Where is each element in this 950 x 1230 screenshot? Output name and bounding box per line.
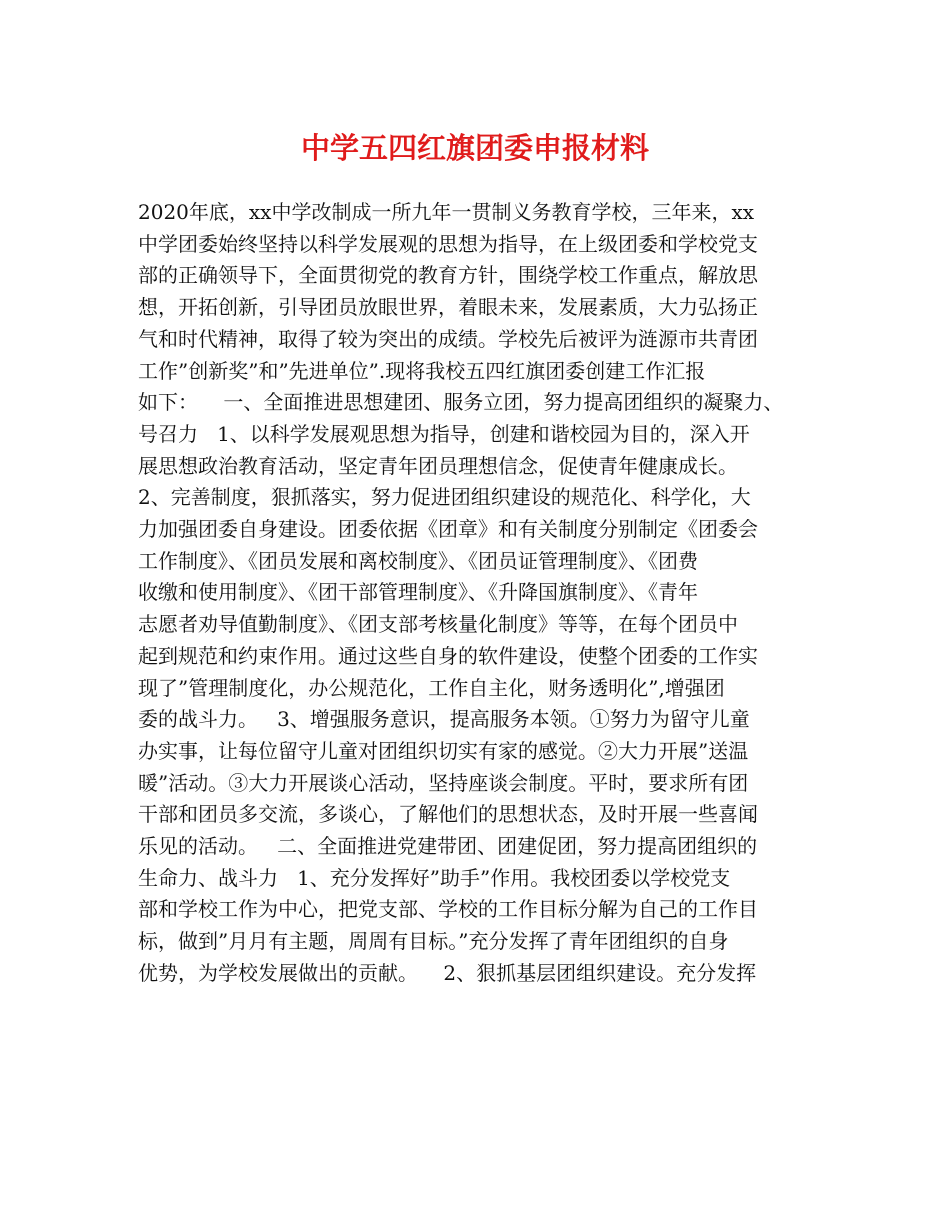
- body-line: 收缴和使用制度》、《团干部管理制度》、《升降国旗制度》、《青年: [138, 580, 698, 605]
- body-line: 起到规范和约束作用。通过这些自身的软件建设，使整个团委的工作实: [138, 643, 758, 668]
- body-line: 标，做到”月月有主题，周周有目标。”充分发挥了青年团组织的自身: [138, 929, 729, 954]
- body-line: 气和时代精神，取得了较为突出的成绩。学校先后被评为涟源市共青团: [138, 326, 758, 351]
- body-line: 力加强团委自身建设。团委依据《团章》和有关制度分别制定《团委会: [138, 517, 758, 542]
- document-title: 中学五四红旗团委申报材料: [300, 131, 649, 165]
- body-line: 部和学校工作为中心，把党支部、学校的工作目标分解为自己的工作目: [138, 897, 758, 922]
- body-line: 想，开拓创新，引导团员放眼世界，着眼未来，发展素质，大力弘扬正: [138, 295, 758, 320]
- body-line: 办实事，让每位留守儿童对团组织切实有家的感觉。②大力开展”送温: [138, 738, 749, 763]
- document-body: [138, 197, 818, 990]
- body-line: 2020年底，xx中学改制成一所九年一贯制义务教育学校，三年来，xx: [138, 200, 755, 224]
- body-line: 乐见的活动。 二、全面推进党建带团、团建促团，努力提高团组织的: [138, 834, 758, 859]
- body-line: 展思想政治教育活动，坚定青年团员理想信念，促使青年健康成长。: [138, 453, 738, 478]
- body-line: 工作”创新奖”和”先进单位”.现将我校五四红旗团委创建工作汇报: [138, 358, 706, 383]
- body-line: 现了”管理制度化，办公规范化，工作自主化，财务透明化”,增强团: [138, 675, 725, 700]
- body-line: 中学团委始终坚持以科学发展观的思想为指导，在上级团委和学校党支: [138, 231, 758, 256]
- body-line: 志愿者劝导值勤制度》、《团支部考核量化制度》等等，在每个团员中: [138, 612, 738, 637]
- body-line: 部的正确领导下，全面贯彻党的教育方针，围绕学校工作重点，解放思: [138, 263, 758, 288]
- body-line: 号召力 1、以科学发展观思想为指导，创建和谐校园为目的，深入开: [138, 421, 750, 446]
- body-line: 委的战斗力。 3、增强服务意识，提高服务本领。①努力为留守儿童: [138, 707, 750, 732]
- body-line: 干部和团员多交流，多谈心，了解他们的思想状态，及时开展一些喜闻: [138, 802, 758, 827]
- body-line: 工作制度》、《团员发展和离校制度》、《团员证管理制度》、《团费: [138, 548, 698, 573]
- body-line: 优势，为学校发展做出的贡献。 2、狠抓基层团组织建设。充分发挥: [138, 960, 757, 985]
- body-line: 2、完善制度，狠抓落实，努力促进团组织建设的规范化、科学化，大: [138, 485, 751, 510]
- body-line: 如下： 一、全面推进思想建团、服务立团，努力提高团组织的凝聚力、: [138, 390, 784, 415]
- body-line: 暖”活动。③大力开展谈心活动，坚持座谈会制度。平时，要求所有团: [138, 770, 749, 795]
- body-line: 生命力、战斗力 1、充分发挥好”助手”作用。我校团委以学校党支: [138, 865, 731, 890]
